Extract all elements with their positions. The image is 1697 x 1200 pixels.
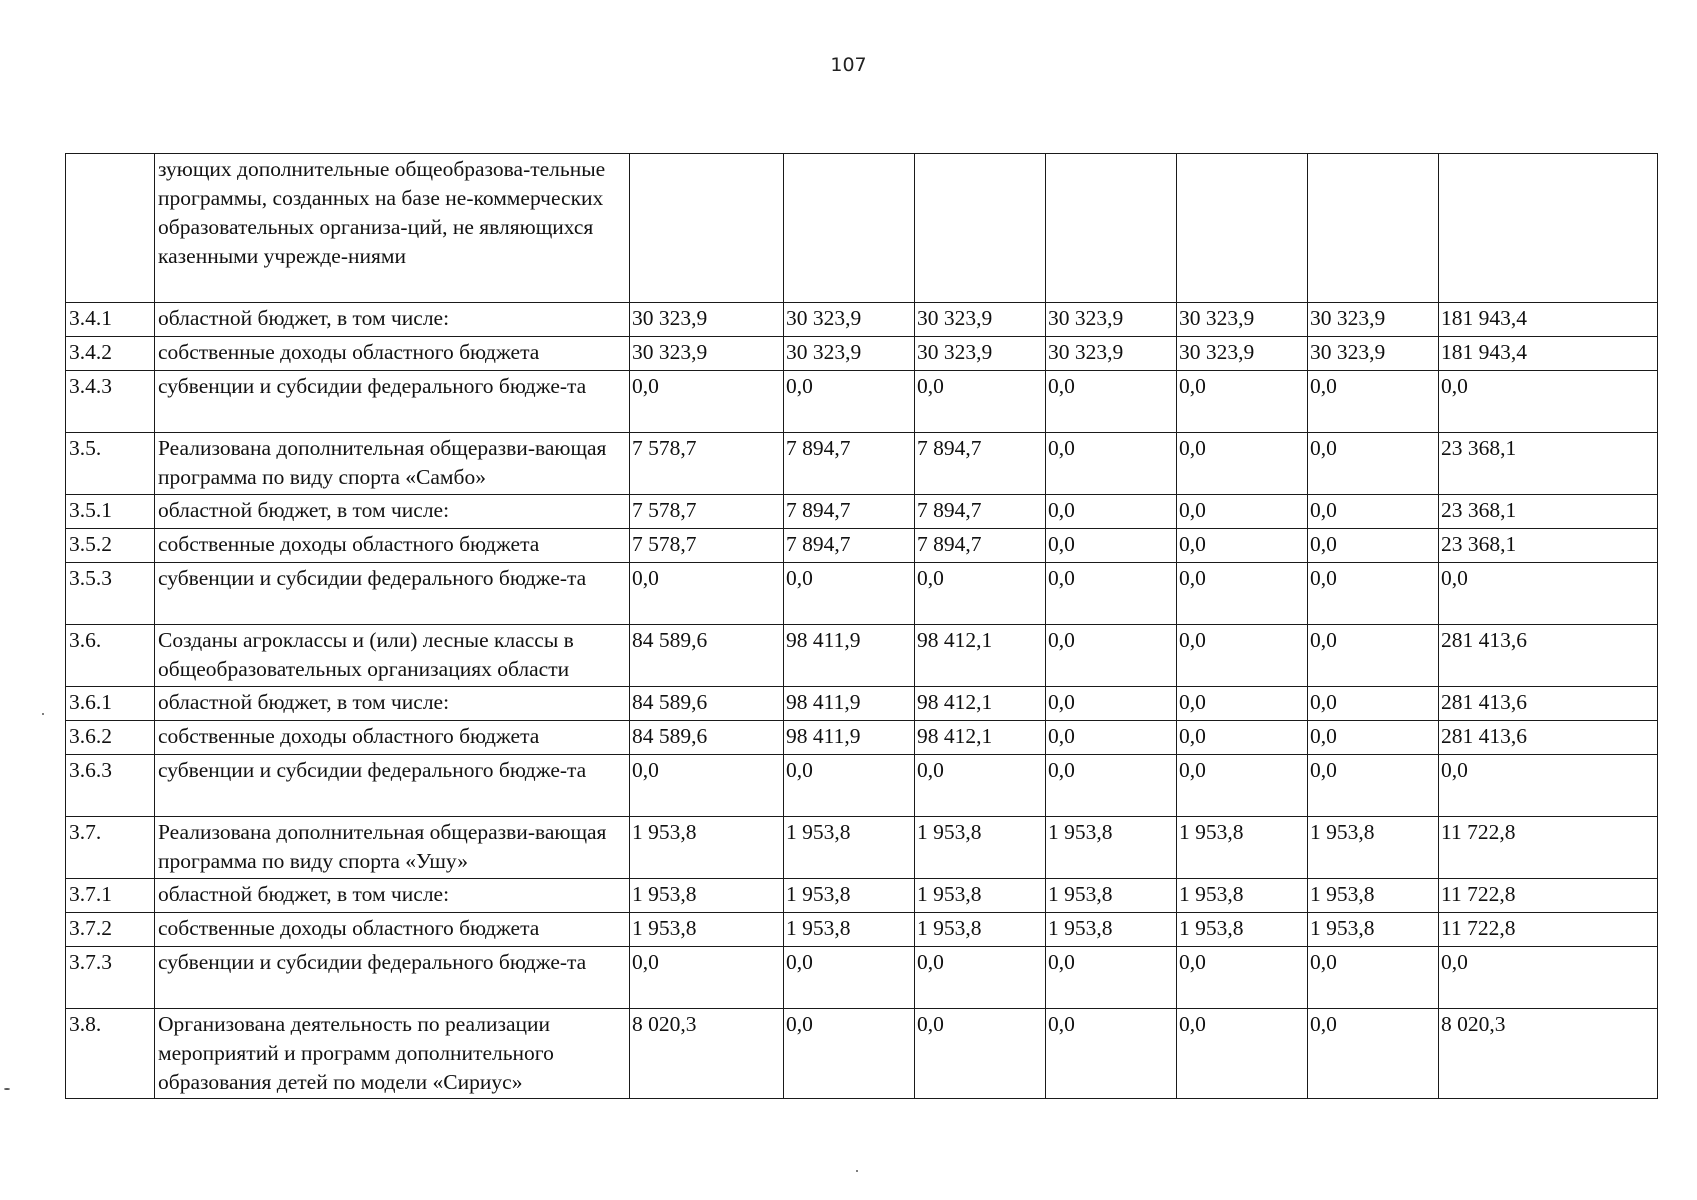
total-value-cell <box>1439 154 1658 303</box>
table-row <box>66 913 1658 947</box>
year-value-cell <box>1046 154 1177 303</box>
table-row <box>66 687 1658 721</box>
year-value-cell: 7 894,7 <box>784 529 915 563</box>
row-description-cell: субвенции и субсидии федерального бюдже-та <box>155 947 630 1009</box>
total-value-cell: 11 722,8 <box>1439 913 1658 947</box>
year-value-cell: 0,0 <box>1177 371 1308 433</box>
row-number-cell: 3.6.1 <box>66 687 155 721</box>
row-number-cell: 3.4.2 <box>66 337 155 371</box>
year-value-cell: 1 953,8 <box>1308 817 1439 879</box>
table-row <box>66 879 1658 913</box>
year-value-cell: 1 953,8 <box>1046 913 1177 947</box>
year-value-cell: 0,0 <box>1177 529 1308 563</box>
year-value-cell: 30 323,9 <box>1177 303 1308 337</box>
year-value-cell: 0,0 <box>1046 371 1177 433</box>
total-value-cell: 0,0 <box>1439 947 1658 1009</box>
year-value-cell: 0,0 <box>1308 563 1439 625</box>
year-value-cell: 0,0 <box>915 1009 1046 1099</box>
year-value-cell: 30 323,9 <box>784 303 915 337</box>
year-value-cell: 8 020,3 <box>630 1009 784 1099</box>
year-value-cell: 0,0 <box>1308 1009 1439 1099</box>
table-row <box>66 947 1658 1009</box>
year-value-cell: 7 894,7 <box>915 495 1046 529</box>
year-value-cell: 0,0 <box>1308 433 1439 495</box>
row-description-cell: Созданы агроклассы и (или) лесные классы в общеобразовательных организациях области <box>155 625 630 687</box>
year-value-cell: 7 894,7 <box>784 495 915 529</box>
total-value-cell: 181 943,4 <box>1439 337 1658 371</box>
total-value-cell: 0,0 <box>1439 563 1658 625</box>
year-value-cell: 0,0 <box>1177 495 1308 529</box>
year-value-cell: 7 578,7 <box>630 529 784 563</box>
year-value-cell: 0,0 <box>1046 721 1177 755</box>
year-value-cell: 0,0 <box>1177 1009 1308 1099</box>
row-number-cell: 3.5.3 <box>66 563 155 625</box>
year-value-cell: 30 323,9 <box>915 337 1046 371</box>
year-value-cell: 84 589,6 <box>630 687 784 721</box>
row-number-cell: 3.6.3 <box>66 755 155 817</box>
year-value-cell: 1 953,8 <box>630 879 784 913</box>
year-value-cell: 0,0 <box>1046 1009 1177 1099</box>
total-value-cell: 181 943,4 <box>1439 303 1658 337</box>
year-value-cell: 7 578,7 <box>630 433 784 495</box>
year-value-cell: 1 953,8 <box>784 817 915 879</box>
row-description-cell: областной бюджет, в том числе: <box>155 495 630 529</box>
year-value-cell: 0,0 <box>1046 495 1177 529</box>
row-number-cell: 3.5.2 <box>66 529 155 563</box>
total-value-cell: 23 368,1 <box>1439 529 1658 563</box>
year-value-cell: 98 411,9 <box>784 625 915 687</box>
year-value-cell: 0,0 <box>1046 947 1177 1009</box>
year-value-cell: 98 412,1 <box>915 625 1046 687</box>
year-value-cell: 30 323,9 <box>630 303 784 337</box>
table-row <box>66 721 1658 755</box>
year-value-cell: 30 323,9 <box>1046 337 1177 371</box>
row-number-cell: 3.7.2 <box>66 913 155 947</box>
total-value-cell: 23 368,1 <box>1439 495 1658 529</box>
row-description-cell: субвенции и субсидии федерального бюдже-та <box>155 563 630 625</box>
total-value-cell: 281 413,6 <box>1439 721 1658 755</box>
row-description-cell: субвенции и субсидии федерального бюдже-та <box>155 755 630 817</box>
table-row <box>66 1009 1658 1099</box>
year-value-cell <box>630 154 784 303</box>
row-number-cell: 3.4.3 <box>66 371 155 433</box>
year-value-cell: 1 953,8 <box>1177 879 1308 913</box>
table-body <box>66 154 1658 1099</box>
year-value-cell: 98 411,9 <box>784 721 915 755</box>
year-value-cell: 0,0 <box>1046 755 1177 817</box>
total-value-cell: 23 368,1 <box>1439 433 1658 495</box>
row-number-cell: 3.7.3 <box>66 947 155 1009</box>
table-row <box>66 625 1658 687</box>
year-value-cell: 0,0 <box>630 755 784 817</box>
year-value-cell: 30 323,9 <box>1046 303 1177 337</box>
year-value-cell: 1 953,8 <box>1308 879 1439 913</box>
year-value-cell: 0,0 <box>630 947 784 1009</box>
year-value-cell: 0,0 <box>1177 563 1308 625</box>
year-value-cell: 0,0 <box>630 371 784 433</box>
year-value-cell: 30 323,9 <box>915 303 1046 337</box>
year-value-cell: 7 578,7 <box>630 495 784 529</box>
year-value-cell: 0,0 <box>1046 687 1177 721</box>
year-value-cell: 1 953,8 <box>630 913 784 947</box>
year-value-cell: 0,0 <box>1308 947 1439 1009</box>
row-number-cell: 3.5. <box>66 433 155 495</box>
year-value-cell: 0,0 <box>1177 687 1308 721</box>
year-value-cell: 0,0 <box>784 1009 915 1099</box>
year-value-cell: 0,0 <box>1308 529 1439 563</box>
year-value-cell: 0,0 <box>784 755 915 817</box>
year-value-cell: 0,0 <box>1177 721 1308 755</box>
year-value-cell: 0,0 <box>784 563 915 625</box>
year-value-cell: 0,0 <box>784 947 915 1009</box>
year-value-cell <box>1177 154 1308 303</box>
year-value-cell: 0,0 <box>915 755 1046 817</box>
row-number-cell: 3.6.2 <box>66 721 155 755</box>
year-value-cell: 0,0 <box>1046 563 1177 625</box>
row-description-cell: Организована деятельность по реализации мероприятий и программ дополнительного образования детей по модели «Сириус» <box>155 1009 630 1099</box>
row-description-cell: областной бюджет, в том числе: <box>155 687 630 721</box>
year-value-cell: 1 953,8 <box>784 879 915 913</box>
total-value-cell: 281 413,6 <box>1439 687 1658 721</box>
row-description-cell: собственные доходы областного бюджета <box>155 529 630 563</box>
year-value-cell: 1 953,8 <box>1046 817 1177 879</box>
scan-speck <box>42 713 44 715</box>
year-value-cell: 0,0 <box>1308 755 1439 817</box>
total-value-cell: 281 413,6 <box>1439 625 1658 687</box>
year-value-cell: 1 953,8 <box>1177 913 1308 947</box>
table-row <box>66 154 1658 303</box>
row-description-cell: субвенции и субсидии федерального бюдже-та <box>155 371 630 433</box>
total-value-cell: 8 020,3 <box>1439 1009 1658 1099</box>
year-value-cell: 30 323,9 <box>1308 303 1439 337</box>
table-row <box>66 337 1658 371</box>
row-description-cell: собственные доходы областного бюджета <box>155 913 630 947</box>
table-row <box>66 529 1658 563</box>
year-value-cell: 0,0 <box>1046 625 1177 687</box>
row-number-cell: 3.6. <box>66 625 155 687</box>
row-description-cell: областной бюджет, в том числе: <box>155 303 630 337</box>
table-row <box>66 495 1658 529</box>
scan-speck <box>4 1088 10 1090</box>
row-description-cell: Реализована дополнительная общеразви-вающая программа по виду спорта «Самбо» <box>155 433 630 495</box>
year-value-cell: 1 953,8 <box>915 817 1046 879</box>
year-value-cell: 0,0 <box>1177 947 1308 1009</box>
year-value-cell: 0,0 <box>1308 625 1439 687</box>
year-value-cell: 1 953,8 <box>1046 879 1177 913</box>
year-value-cell: 7 894,7 <box>915 529 1046 563</box>
row-number-cell: 3.7.1 <box>66 879 155 913</box>
year-value-cell: 98 411,9 <box>784 687 915 721</box>
row-description-cell: областной бюджет, в том числе: <box>155 879 630 913</box>
year-value-cell: 0,0 <box>1177 625 1308 687</box>
year-value-cell: 84 589,6 <box>630 721 784 755</box>
year-value-cell: 0,0 <box>915 371 1046 433</box>
year-value-cell: 0,0 <box>915 947 1046 1009</box>
row-description-cell: собственные доходы областного бюджета <box>155 721 630 755</box>
row-number-cell <box>66 154 155 303</box>
year-value-cell: 1 953,8 <box>630 817 784 879</box>
page-number: 107 <box>830 54 867 76</box>
year-value-cell: 0,0 <box>784 371 915 433</box>
year-value-cell: 1 953,8 <box>1308 913 1439 947</box>
year-value-cell: 0,0 <box>1308 371 1439 433</box>
year-value-cell: 0,0 <box>1177 755 1308 817</box>
table-row <box>66 303 1658 337</box>
year-value-cell: 1 953,8 <box>915 913 1046 947</box>
year-value-cell: 98 412,1 <box>915 721 1046 755</box>
row-description-cell: собственные доходы областного бюджета <box>155 337 630 371</box>
year-value-cell: 7 894,7 <box>784 433 915 495</box>
year-value-cell: 0,0 <box>1308 721 1439 755</box>
table-row <box>66 817 1658 879</box>
scan-speck <box>856 1170 858 1172</box>
year-value-cell: 0,0 <box>1177 433 1308 495</box>
year-value-cell: 0,0 <box>1308 495 1439 529</box>
year-value-cell: 1 953,8 <box>1177 817 1308 879</box>
year-value-cell: 98 412,1 <box>915 687 1046 721</box>
table-row <box>66 563 1658 625</box>
total-value-cell: 0,0 <box>1439 371 1658 433</box>
year-value-cell <box>784 154 915 303</box>
total-value-cell: 11 722,8 <box>1439 879 1658 913</box>
year-value-cell: 7 894,7 <box>915 433 1046 495</box>
total-value-cell: 11 722,8 <box>1439 817 1658 879</box>
year-value-cell: 1 953,8 <box>784 913 915 947</box>
row-description-cell: Реализована дополнительная общеразви-вающая программа по виду спорта «Ушу» <box>155 817 630 879</box>
year-value-cell: 84 589,6 <box>630 625 784 687</box>
year-value-cell: 30 323,9 <box>1308 337 1439 371</box>
year-value-cell: 0,0 <box>915 563 1046 625</box>
row-description-cell: зующих дополнительные общеобразова-тельные программы, созданных на базе не-коммерческих образовательных организа-ций, не являющихся казенными учрежде-ниями <box>155 154 630 303</box>
year-value-cell: 1 953,8 <box>915 879 1046 913</box>
year-value-cell: 0,0 <box>1046 433 1177 495</box>
year-value-cell: 30 323,9 <box>784 337 915 371</box>
row-number-cell: 3.4.1 <box>66 303 155 337</box>
year-value-cell: 30 323,9 <box>630 337 784 371</box>
year-value-cell: 0,0 <box>1308 687 1439 721</box>
table-row <box>66 433 1658 495</box>
year-value-cell <box>915 154 1046 303</box>
table-row <box>66 755 1658 817</box>
row-number-cell: 3.7. <box>66 817 155 879</box>
year-value-cell: 0,0 <box>630 563 784 625</box>
row-number-cell: 3.5.1 <box>66 495 155 529</box>
year-value-cell: 30 323,9 <box>1177 337 1308 371</box>
budget-table <box>65 153 1658 1099</box>
year-value-cell <box>1308 154 1439 303</box>
row-number-cell: 3.8. <box>66 1009 155 1099</box>
total-value-cell: 0,0 <box>1439 755 1658 817</box>
year-value-cell: 0,0 <box>1046 529 1177 563</box>
table-row <box>66 371 1658 433</box>
